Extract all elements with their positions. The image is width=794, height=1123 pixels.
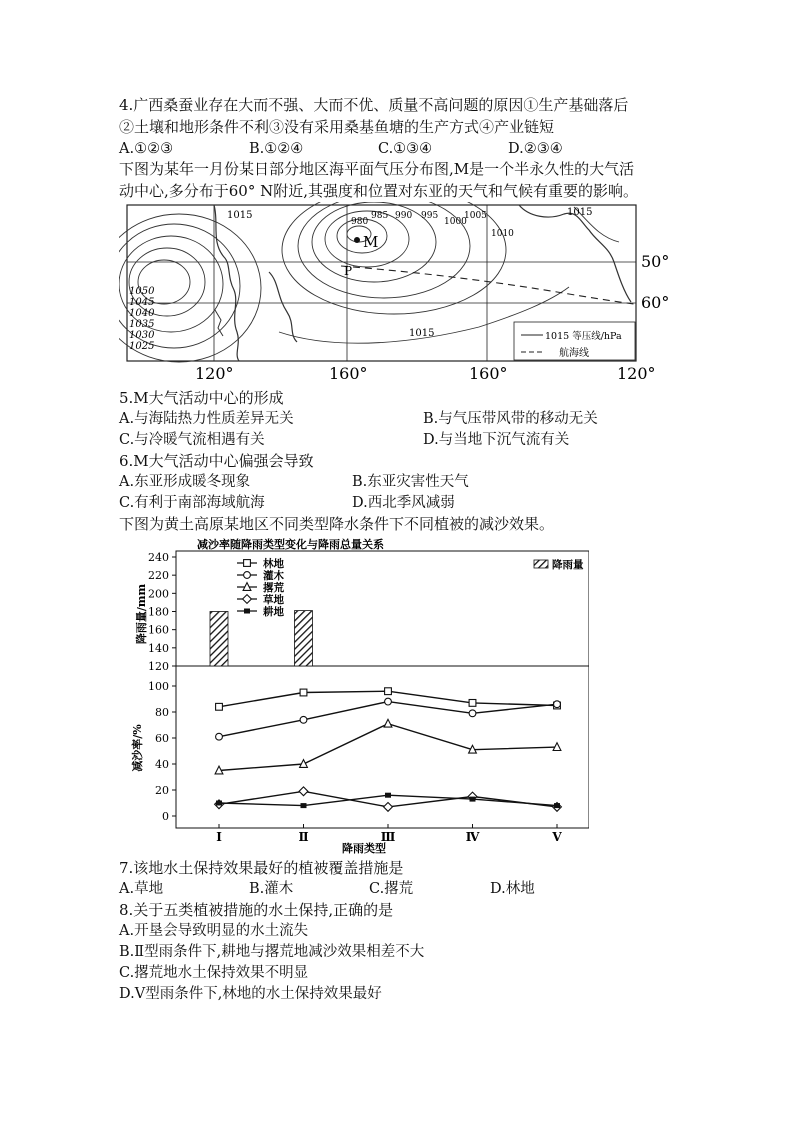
lon-label: 160° [469,364,508,383]
q6-option-d: D.西北季风减弱 [352,495,455,511]
marker-filled [216,801,222,806]
isobar-label: 1035 [129,319,155,330]
q8-option-c: C.撂荒地水土保持效果不明显 [119,965,309,981]
q7-option-b: B.灌木 [249,881,294,897]
rainfall-tick-label: 140 [148,641,169,655]
marker-diamond [384,803,393,812]
q6-option-b: B.东亚灾害性天气 [352,474,469,490]
lon-label: 120° [617,364,656,383]
isobar-label: 1050 [129,286,155,297]
q4-stem-line1: 4.广西桑蚕业存在大而不强、大而不优、质量不高问题的原因①生产基础落后 [119,96,629,114]
q4-stem-line2: ②土壤和地形条件不利③没有采用桑基鱼塘的生产方式④产业链短 [119,118,555,136]
q6-option-c: C.有利于南部海域航海 [119,495,265,511]
chart-title: 减沙率随降雨类型变化与降雨总量关系 [197,538,384,551]
rainfall-tick-label: 200 [148,587,169,601]
q5-option-d: D.与当地下沉气流有关 [423,432,570,448]
q7-option-a: A.草地 [119,881,164,897]
lat-label-60: 60° [641,293,670,312]
q8-stem: 8.关于五类植被措施的水土保持,正确的是 [119,901,394,919]
marker-circle [469,710,476,717]
marker-filled [470,797,476,802]
marker-circle [554,701,561,708]
x-axis-label: 降雨类型 [342,842,386,855]
q6-option-a: A.东亚形成暖冬现象 [119,474,251,490]
isobar-label: 1015 [409,328,435,339]
q7-option-d: D.林地 [490,881,535,897]
rainfall-axis-label: 降雨量/mm [135,583,148,645]
point-m-label: M [363,233,379,251]
x-tick-label: Ⅳ [465,830,480,844]
rainfall-tick-label: 160 [148,623,169,637]
x-tick-label: Ⅱ [298,830,309,844]
pressure-map [119,202,679,386]
q8-option-d: D.Ⅴ型雨条件下,林地的水土保持效果最好 [119,986,382,1002]
q4-option-d: D.②③④ [508,141,563,157]
marker-filled [554,803,560,808]
point-m-marker [354,237,360,243]
q5-stem: 5.M大气活动中心的形成 [119,389,284,407]
legend-label: 灌木 [263,570,284,582]
rainfall-legend-label: 降雨量 [552,559,584,571]
isobar-label: 1015 [567,207,593,218]
reduction-axis-label: 减沙率/% [131,724,144,772]
marker-diamond [243,595,252,604]
rainfall-panel [176,551,589,666]
reduction-tick-label: 80 [155,706,169,719]
marker-filled [244,609,250,614]
q4-option-c: C.①③④ [378,141,433,157]
series-line [219,724,557,771]
q8-option-a: A.开垦会导致明显的水土流失 [119,923,309,939]
x-tick-label: Ⅰ [216,830,222,844]
q6-stem: 6.M大气活动中心偏强会导致 [119,452,314,470]
marker-filled [385,793,391,798]
isobar-label: 1000 [444,217,467,227]
reduction-tick-label: 20 [155,784,169,797]
legend-isobar-text: 1015 等压线/hPa [545,331,622,342]
rainfall-tick-label: 120 [148,660,169,673]
isobar-label: 1030 [129,330,155,341]
isobar-label: 1025 [129,341,155,352]
map-intro-line1: 下图为某年一月份某日部分地区海平面气压分布图,M是一个半永久性的大气活 [119,160,635,178]
x-tick-label: Ⅲ [380,830,396,844]
legend-label: 林地 [263,558,284,570]
isobar-label: 980 [351,217,369,227]
reduction-tick-label: 40 [155,758,169,771]
x-tick-label: Ⅴ [552,830,562,844]
isobar-label: 985 [371,211,389,221]
marker-circle [244,572,251,579]
marker-diamond [299,787,308,796]
marker-square [216,703,223,710]
marker-square [300,689,307,696]
legend-label: 撂荒 [263,582,284,594]
rainfall-tick-label: 240 [148,551,169,564]
marker-filled [301,803,307,808]
rainfall-tick-label: 180 [148,605,169,619]
isobar-label: 1040 [129,308,155,319]
rainfall-legend-swatch [534,560,548,568]
point-p-label: P [344,264,353,278]
reduction-tick-label: 60 [155,732,169,745]
lon-label: 160° [329,364,368,383]
lon-label: 120° [195,364,234,383]
isobar-label: 1015 [227,210,253,221]
rainfall-bar [210,612,228,667]
isobar-label: 990 [395,211,413,221]
rainfall-bar [295,611,313,666]
marker-square [244,560,251,567]
reduction-tick-label: 0 [162,810,169,823]
q4-option-b: B.①②④ [249,141,304,157]
q7-stem: 7.该地水土保持效果最好的植被覆盖措施是 [119,859,404,877]
q5-option-c: C.与冷暖气流相遇有关 [119,432,265,448]
legend-label: 草地 [263,594,284,606]
rainfall-tick-label: 220 [148,569,169,583]
isobar-label: 995 [421,211,439,221]
legend-label: 耕地 [263,606,284,618]
chart-intro: 下图为黄土高原某地区不同类型降水条件下不同植被的减沙效果。 [119,515,555,533]
map-intro-line2: 动中心,多分布于60° N附近,其强度和位置对东亚的天气和气候有重要的影响。 [119,182,639,200]
q7-option-c: C.撂荒 [369,881,414,897]
marker-square [469,700,476,707]
marker-triangle [384,719,392,727]
legend-route-text: 航海线 [559,348,589,359]
q4-option-a: A.①②③ [119,141,174,157]
q8-option-b: B.Ⅱ型雨条件下,耕地与撂荒地减沙效果相差不大 [119,944,425,960]
marker-circle [300,716,307,723]
isobar-label: 1045 [129,297,155,308]
lat-label-50: 50° [641,252,670,271]
sand-reduction-chart [119,534,589,856]
isobar-label: 1005 [464,211,487,221]
q5-option-b: B.与气压带风带的移动无关 [423,411,598,427]
isobar-label: 1010 [491,229,514,239]
q5-option-a: A.与海陆热力性质差异无关 [119,411,294,427]
marker-triangle [300,760,308,768]
marker-circle [385,698,392,705]
marker-square [385,688,392,695]
reduction-tick-label: 100 [148,680,169,693]
marker-circle [216,733,223,740]
